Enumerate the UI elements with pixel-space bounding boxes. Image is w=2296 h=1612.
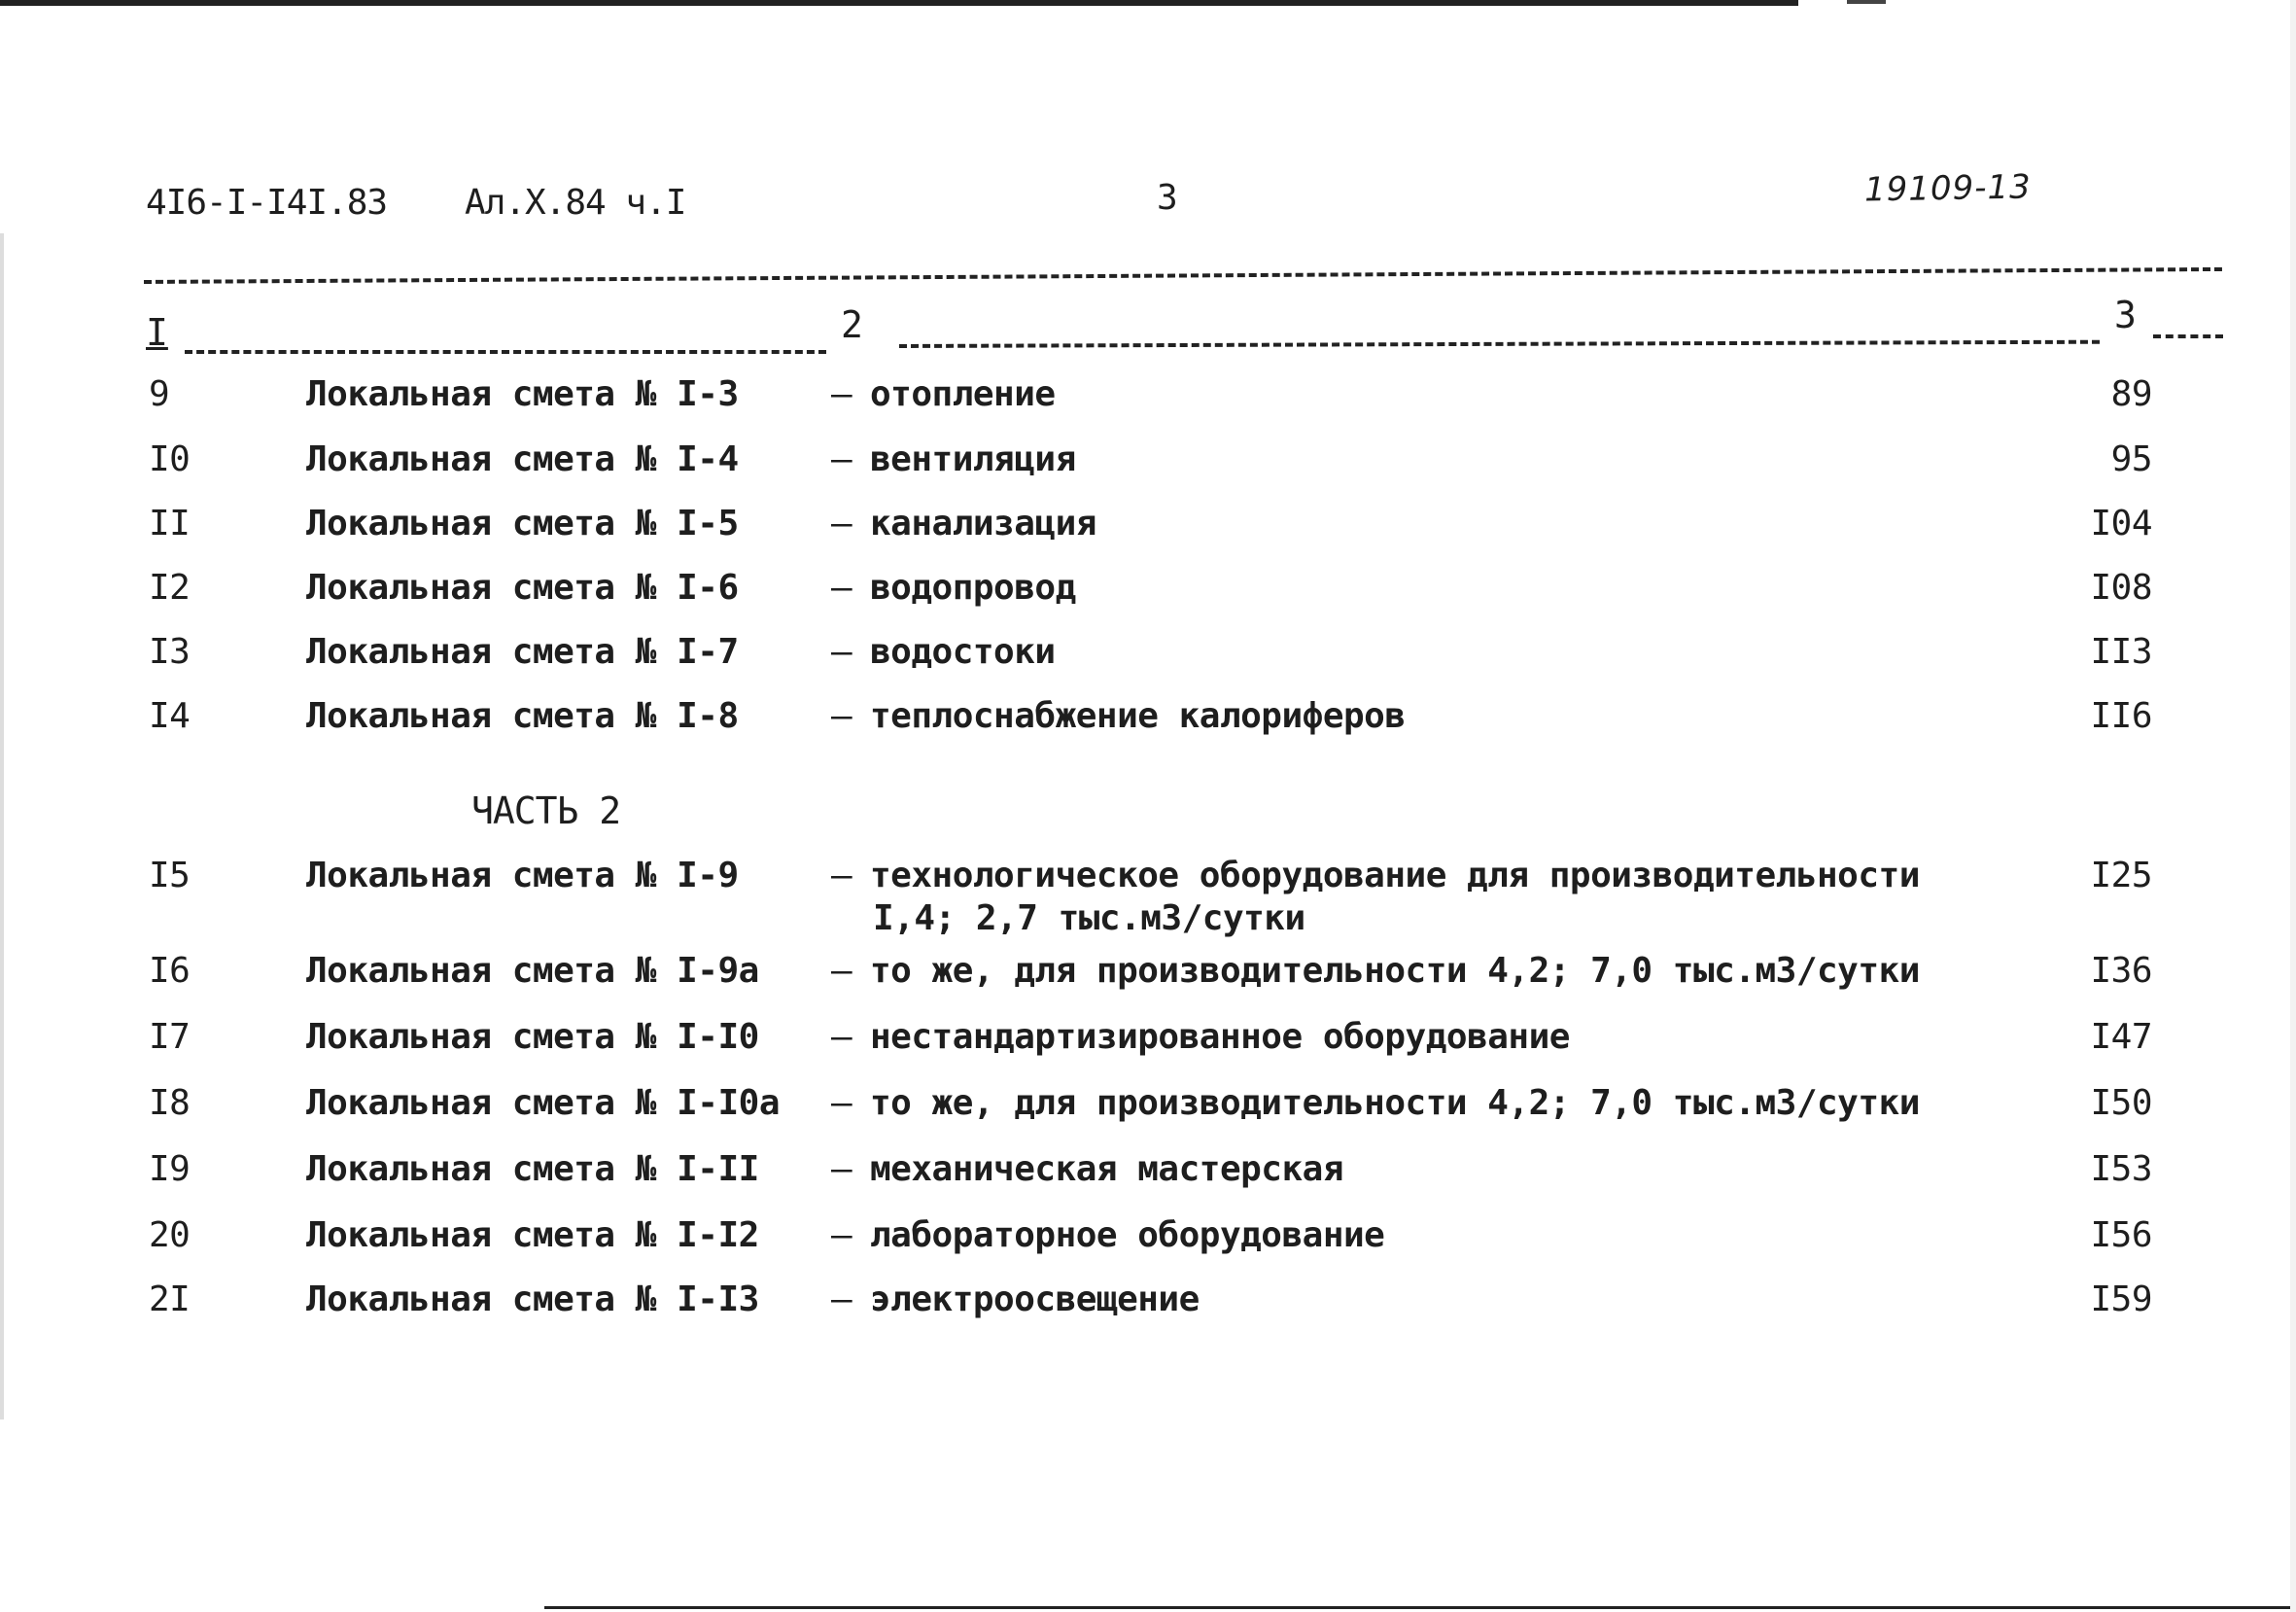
right-scan-edge — [2290, 0, 2296, 1612]
row-number: 9 — [149, 374, 170, 414]
estimate-description: то же, для производительности 4,2; 7,0 тыс.м3/сутки — [870, 951, 1920, 991]
album-reference: Ал.X.84 ч.I — [465, 183, 686, 223]
handwritten-note: 19109-13 — [1863, 167, 2033, 210]
top-border-fragment — [1847, 0, 1886, 4]
row-number: I6 — [149, 951, 191, 991]
estimate-name: Локальная смета № I-3 — [306, 374, 739, 414]
estimate-description: вентиляция — [870, 439, 1076, 479]
row-number: I9 — [149, 1149, 191, 1189]
row-number: I4 — [149, 696, 191, 736]
estimate-name: Локальная смета № I-I2 — [306, 1215, 759, 1255]
dash-separator: – — [831, 696, 852, 736]
column-number-1: I — [146, 311, 168, 354]
estimate-name: Локальная смета № I-5 — [306, 504, 739, 543]
column-number-2: 2 — [841, 303, 863, 346]
page-reference: I08 — [2090, 568, 2152, 608]
page-reference: II3 — [2090, 632, 2152, 672]
column-header-rule-2 — [899, 340, 2100, 348]
column-header-rule-3 — [2153, 334, 2223, 338]
estimate-name: Локальная смета № I-II — [306, 1149, 759, 1189]
dash-separator: – — [831, 632, 852, 672]
page-reference: I59 — [2090, 1279, 2152, 1319]
table-row — [0, 568, 2296, 616]
estimate-name: Локальная смета № I-I3 — [306, 1279, 759, 1319]
page-reference: II6 — [2090, 696, 2152, 736]
dash-separator: – — [831, 1083, 852, 1123]
table-row — [0, 696, 2296, 745]
page-reference: I56 — [2090, 1215, 2152, 1255]
dash-separator: – — [831, 504, 852, 543]
page-reference: I04 — [2090, 504, 2152, 543]
estimate-description: лабораторное оборудование — [870, 1215, 1385, 1255]
page-reference: I50 — [2090, 1083, 2152, 1123]
row-number: I8 — [149, 1083, 191, 1123]
table-row — [0, 439, 2296, 488]
row-number: II — [149, 504, 191, 543]
dash-separator: – — [831, 1279, 852, 1319]
column-number-3: 3 — [2114, 294, 2137, 336]
estimate-description: водопровод — [870, 568, 1076, 608]
page-reference: 95 — [2110, 439, 2152, 479]
dash-separator: – — [831, 1149, 852, 1189]
row-number: I7 — [149, 1017, 191, 1057]
row-number: I3 — [149, 632, 191, 672]
table-row — [0, 374, 2296, 423]
page-number: 3 — [1157, 178, 1177, 218]
table-row — [0, 1017, 2296, 1066]
table-row — [0, 1215, 2296, 1264]
estimate-name: Локальная смета № I-9а — [306, 951, 759, 991]
dash-separator: – — [831, 374, 852, 414]
page-reference: 89 — [2110, 374, 2152, 414]
estimate-description: технологическое оборудование для производительности — [870, 856, 1920, 895]
dash-separator: – — [831, 439, 852, 479]
top-border-line — [0, 0, 1798, 6]
estimate-description: водостоки — [870, 632, 1056, 672]
part-2-title: ЧАСТЬ 2 — [471, 789, 621, 832]
row-number: I0 — [149, 439, 191, 479]
estimate-name: Локальная смета № I-4 — [306, 439, 739, 479]
document-code: 4I6-I-I4I.83 — [146, 183, 388, 223]
estimate-name: Локальная смета № I-I0 — [306, 1017, 759, 1057]
estimate-name: Локальная смета № I-9 — [306, 856, 739, 895]
page-reference: I36 — [2090, 951, 2152, 991]
page-reference: I53 — [2090, 1149, 2152, 1189]
page-reference: I47 — [2090, 1017, 2152, 1057]
table-row — [0, 504, 2296, 552]
estimate-name: Локальная смета № I-8 — [306, 696, 739, 736]
estimate-description: электроосвещение — [870, 1279, 1200, 1319]
table-row — [0, 1149, 2296, 1198]
estimate-name: Локальная смета № I-7 — [306, 632, 739, 672]
table-row — [0, 1279, 2296, 1328]
dash-separator: – — [831, 856, 852, 895]
row-number: 20 — [149, 1215, 191, 1255]
estimate-name: Локальная смета № I-6 — [306, 568, 739, 608]
estimate-description: канализация — [870, 504, 1096, 543]
row-number: I2 — [149, 568, 191, 608]
estimate-description-continued: I,4; 2,7 тыс.м3/сутки — [873, 898, 1305, 938]
dash-separator: – — [831, 1017, 852, 1057]
estimate-description: отопление — [870, 374, 1056, 414]
column-header-rule-1 — [185, 350, 826, 354]
dash-separator: – — [831, 568, 852, 608]
estimate-description: теплоснабжение калориферов — [870, 696, 1406, 736]
row-number: I5 — [149, 856, 191, 895]
table-row — [0, 632, 2296, 681]
table-row — [0, 1083, 2296, 1132]
row-number: 2I — [149, 1279, 191, 1319]
estimate-description: механическая мастерская — [870, 1149, 1343, 1189]
dash-separator: – — [831, 1215, 852, 1255]
dash-separator: – — [831, 951, 852, 991]
estimate-description: то же, для производительности 4,2; 7,0 тыс.м3/сутки — [870, 1083, 1920, 1123]
page-reference: I25 — [2090, 856, 2152, 895]
bottom-border-line — [544, 1606, 2296, 1609]
estimate-description: нестандартизированное оборудование — [870, 1017, 1570, 1057]
estimate-name: Локальная смета № I-I0а — [306, 1083, 780, 1123]
table-row — [0, 856, 2296, 938]
table-top-dashed-rule — [144, 267, 2222, 284]
table-row — [0, 951, 2296, 999]
